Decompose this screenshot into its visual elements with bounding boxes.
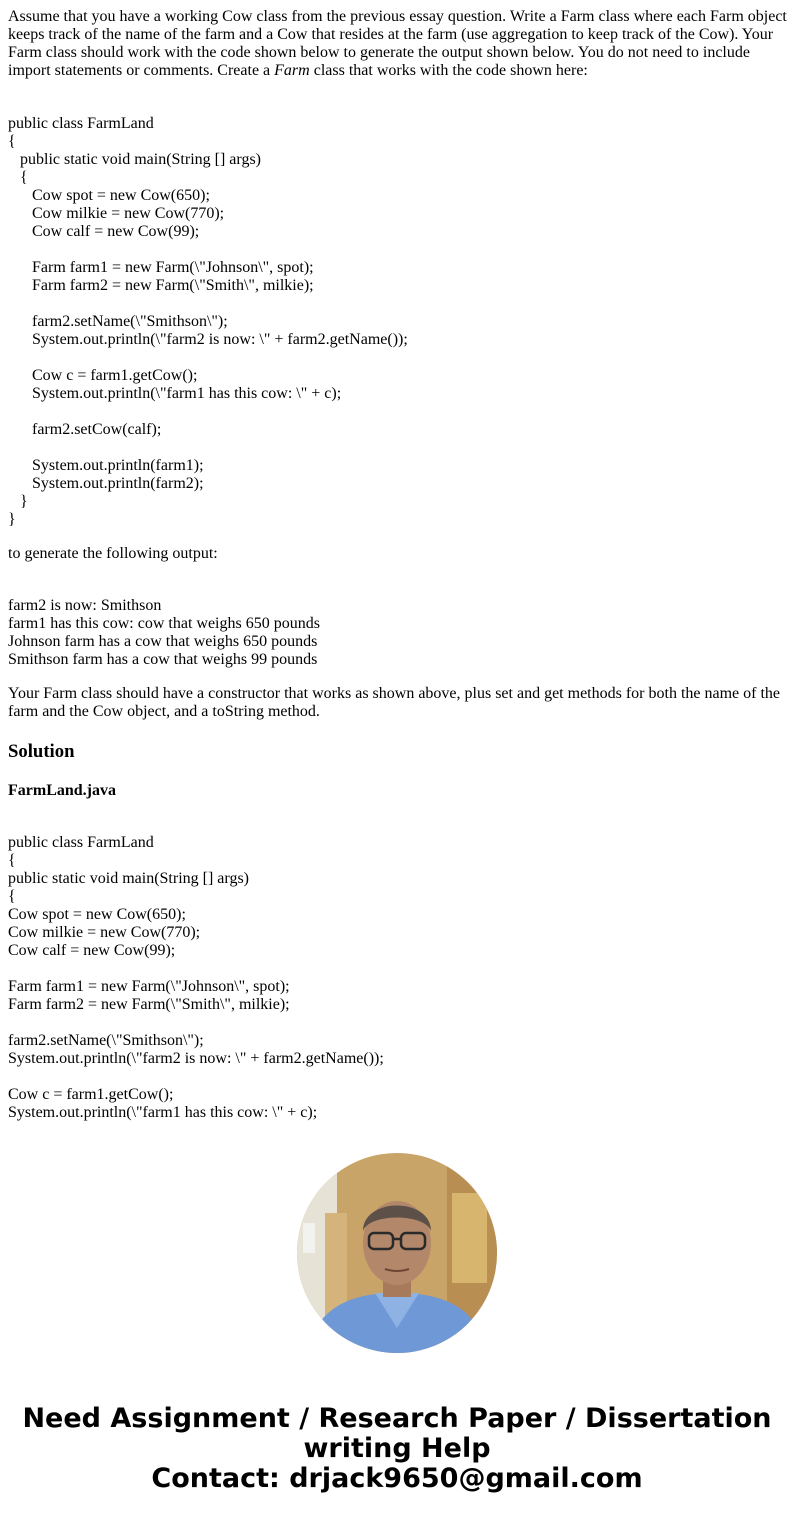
- solution-code-block: [8, 834, 788, 1122]
- code-line: [8, 1068, 788, 1086]
- question-code-block: [8, 115, 788, 529]
- question-closing: Your Farm class should have a constructor that works as shown above, plus set and get methods for both the name of the farm and the Cow object, and a toString method.: [8, 685, 781, 720]
- code-line: farm2.setName(\"Smithson\");: [8, 313, 228, 330]
- code-line: [8, 295, 788, 313]
- output-line: Smithson farm has a cow that weighs 99 pounds: [8, 651, 318, 668]
- code-line: [8, 241, 788, 259]
- code-line: Cow milkie = new Cow(770);: [8, 924, 201, 941]
- code-line: System.out.println(\"farm1 has this cow: \" + c);: [8, 1104, 318, 1121]
- expected-output-block: [8, 597, 788, 669]
- code-line: Cow spot = new Cow(650);: [8, 187, 210, 204]
- code-line: Farm farm1 = new Farm(\"Johnson\", spot);: [8, 259, 314, 276]
- author-avatar: [297, 1153, 497, 1353]
- output-line: farm1 has this cow: cow that weighs 650 pounds: [8, 615, 320, 632]
- code-line: [8, 439, 788, 457]
- code-line: public class FarmLand: [8, 115, 154, 132]
- code-line: {: [8, 169, 28, 186]
- code-line: Cow calf = new Cow(99);: [8, 223, 200, 240]
- promo-contact-line: Contact: drjack9650@gmail.com: [151, 1463, 643, 1494]
- question-intro: [8, 8, 788, 80]
- code-line: {: [8, 852, 16, 869]
- code-line: System.out.println(farm2);: [8, 475, 204, 492]
- solution-file-name: FarmLand.java: [8, 782, 116, 799]
- code-line: System.out.println(farm1);: [8, 457, 204, 474]
- code-line: Cow c = farm1.getCow();: [8, 367, 198, 384]
- code-line: [8, 1014, 788, 1032]
- code-line: [8, 349, 788, 367]
- code-line: farm2.setCow(calf);: [8, 421, 162, 438]
- document-page: [8, 8, 788, 1122]
- code-line: }: [8, 511, 16, 528]
- code-line: Farm farm2 = new Farm(\"Smith\", milkie);: [8, 996, 290, 1013]
- code-line: public static void main(String [] args): [8, 151, 261, 168]
- code-line: }: [8, 493, 28, 510]
- promo-line-2: writing Help: [303, 1433, 491, 1464]
- code-line: farm2.setName(\"Smithson\");: [8, 1032, 204, 1049]
- intro-italic-class-name: Farm: [274, 62, 310, 79]
- intro-text-before: Assume that you have a working Cow class from the previous essay question. Write a Farm class where each Farm object keeps track of the name of the farm and a Cow that resides at the farm (use aggregation to keep track of the Cow). Your Farm class should work with the code shown below to generate the output shown below. You do not need to include import statements or comments. Create a: [8, 8, 787, 79]
- code-line: Cow milkie = new Cow(770);: [8, 205, 225, 222]
- intro-text-after: class that works with the code shown here:: [309, 62, 588, 79]
- code-line: Cow calf = new Cow(99);: [8, 942, 176, 959]
- promo-banner: [0, 1404, 794, 1494]
- promo-line-1: Need Assignment / Research Paper / Dissertation: [22, 1403, 772, 1434]
- code-line: System.out.println(\"farm1 has this cow: \" + c);: [8, 385, 342, 402]
- code-line: System.out.println(\"farm2 is now: \" + farm2.getName());: [8, 1050, 384, 1067]
- code-line: System.out.println(\"farm2 is now: \" + farm2.getName());: [8, 331, 408, 348]
- to-generate-text: to generate the following output:: [8, 545, 218, 562]
- code-line: Cow spot = new Cow(650);: [8, 906, 186, 923]
- code-line: public static void main(String [] args): [8, 870, 249, 887]
- code-line: [8, 960, 788, 978]
- code-line: {: [8, 133, 16, 150]
- code-line: Farm farm1 = new Farm(\"Johnson\", spot);: [8, 978, 290, 995]
- code-line: public class FarmLand: [8, 834, 154, 851]
- code-line: {: [8, 888, 16, 905]
- author-photo-icon: [297, 1153, 497, 1353]
- output-line: farm2 is now: Smithson: [8, 597, 162, 614]
- output-line: Johnson farm has a cow that weighs 650 pounds: [8, 633, 318, 650]
- code-line: Farm farm2 = new Farm(\"Smith\", milkie);: [8, 277, 314, 294]
- code-line: [8, 403, 788, 421]
- code-line: Cow c = farm1.getCow();: [8, 1086, 174, 1103]
- solution-heading: Solution: [8, 741, 75, 762]
